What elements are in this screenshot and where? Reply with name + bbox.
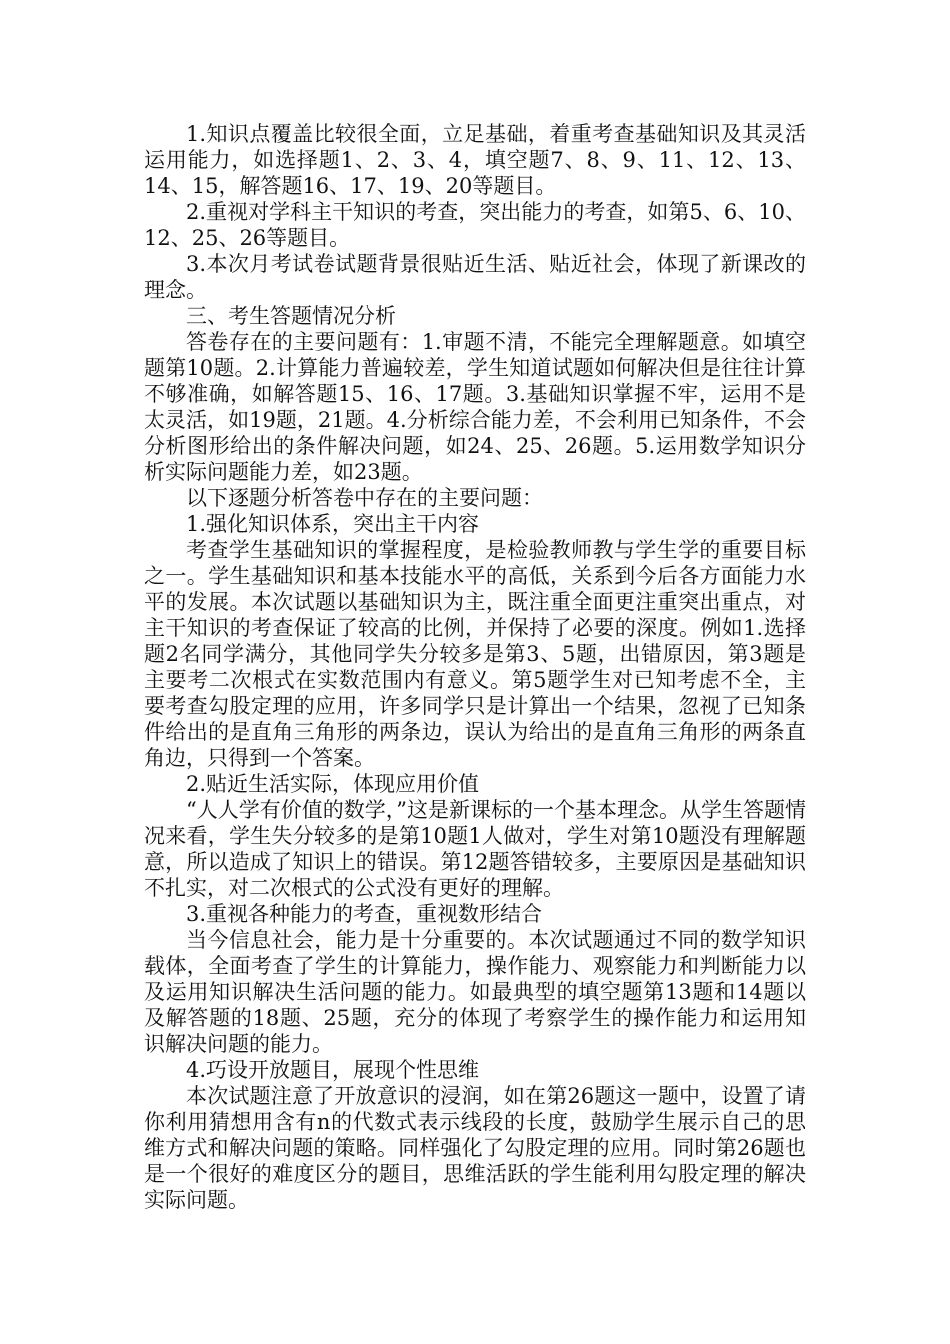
paragraph-knowledge-system: 考查学生基础知识的掌握程度，是检验教师教与学生学的重要目标之一。学生基础知识和基本技能水平的高低，关系到今后各方面能力水平的发展。本次试题以基础知识为主，既注重全面更注重突出重点，对主干知识的考查保证了较高的比例，并保持了必要的深度。例如1.选择题2名同学满分，其他同学失分较多是第3、5题，出错原因，第3题是主要考二次根式在实数范围内有意义。第5题学生对已知考虑不全，主要考查勾股定理的应用，许多同学只是计算出一个结果，忽视了已知条件给出的是直角三角形的两条边，误认为给出的是直角三角形的两条直角边，只得到一个答案。 — [144, 538, 806, 770]
subheading-3-abilities: 3.重视各种能力的考查，重视数形结合 — [186, 902, 543, 926]
paragraph-main-problems: 答卷存在的主要问题有：1.审题不清，不能完全理解题意。如填空题第10题。2.计算能力普遍较差，学生知道试题如何解决但是往往计算不够准确，如解答题15、16、17题。3.基础知识掌握不牢，运用不是太灵活，如19题，21题。4.分析综合能力差，不会利用已知条件，不会分析图形给出的条件解决问题，如24、25、26题。5.运用数学知识分析实际问题能力差，如23题。 — [144, 330, 806, 484]
paragraph-real-life: “人人学有价值的数学，”这是新课标的一个基本理念。从学生答题情况来看，学生失分较多的是第10题1人做对，学生对第10题没有理解题意，所以造成了知识上的错误。第12题答错较多，主要原因是基础知识不扎实，对二次根式的公式没有更好的理解。 — [144, 798, 806, 900]
document-page — [144, 121, 806, 1213]
paragraph-abilities: 当今信息社会，能力是十分重要的。本次试题通过不同的数学知识载体，全面考查了学生的计算能力，操作能力、观察能力和判断能力以及运用知识解决生活问题的能力。如最典型的填空题第13题和14题以及解答题的18题、25题，充分的体现了考察学生的操作能力和运用知识解决问题的能力。 — [144, 928, 806, 1056]
section-heading-analysis: 三、考生答题情况分析 — [186, 304, 396, 328]
paragraph-point-3-background: 3.本次月考试卷试题背景很贴近生活、贴近社会，体现了新课改的理念。 — [144, 252, 806, 302]
subheading-2-real-life: 2.贴近生活实际，体现应用价值 — [186, 772, 480, 796]
paragraph-point-2-main-knowledge: 2.重视对学科主干知识的考查，突出能力的考查，如第5、6、10、12、25、26等题目。 — [144, 200, 806, 250]
paragraph-point-1-coverage: 1.知识点覆盖比较很全面，立足基础，着重考查基础知识及其灵活运用能力，如选择题1、2、3、4，填空题7、8、9、11、12、13、14、15，解答题16、17、19、20等题目。 — [144, 122, 806, 198]
subheading-4-open-questions: 4.巧设开放题目，展现个性思维 — [186, 1058, 480, 1082]
paragraph-per-question-intro: 以下逐题分析答卷中存在的主要问题： — [186, 486, 543, 510]
paragraph-open-questions: 本次试题注意了开放意识的浸润，如在第26题这一题中，设置了请你利用猜想用含有n的代数式表示线段的长度，鼓励学生展示自己的思维方式和解决问题的策略。同样强化了勾股定理的应用。同时第26题也是一个很好的难度区分的题目，思维活跃的学生能利用勾股定理的解决实际问题。 — [144, 1084, 806, 1212]
subheading-1-knowledge-system: 1.强化知识体系，突出主干内容 — [186, 512, 480, 536]
